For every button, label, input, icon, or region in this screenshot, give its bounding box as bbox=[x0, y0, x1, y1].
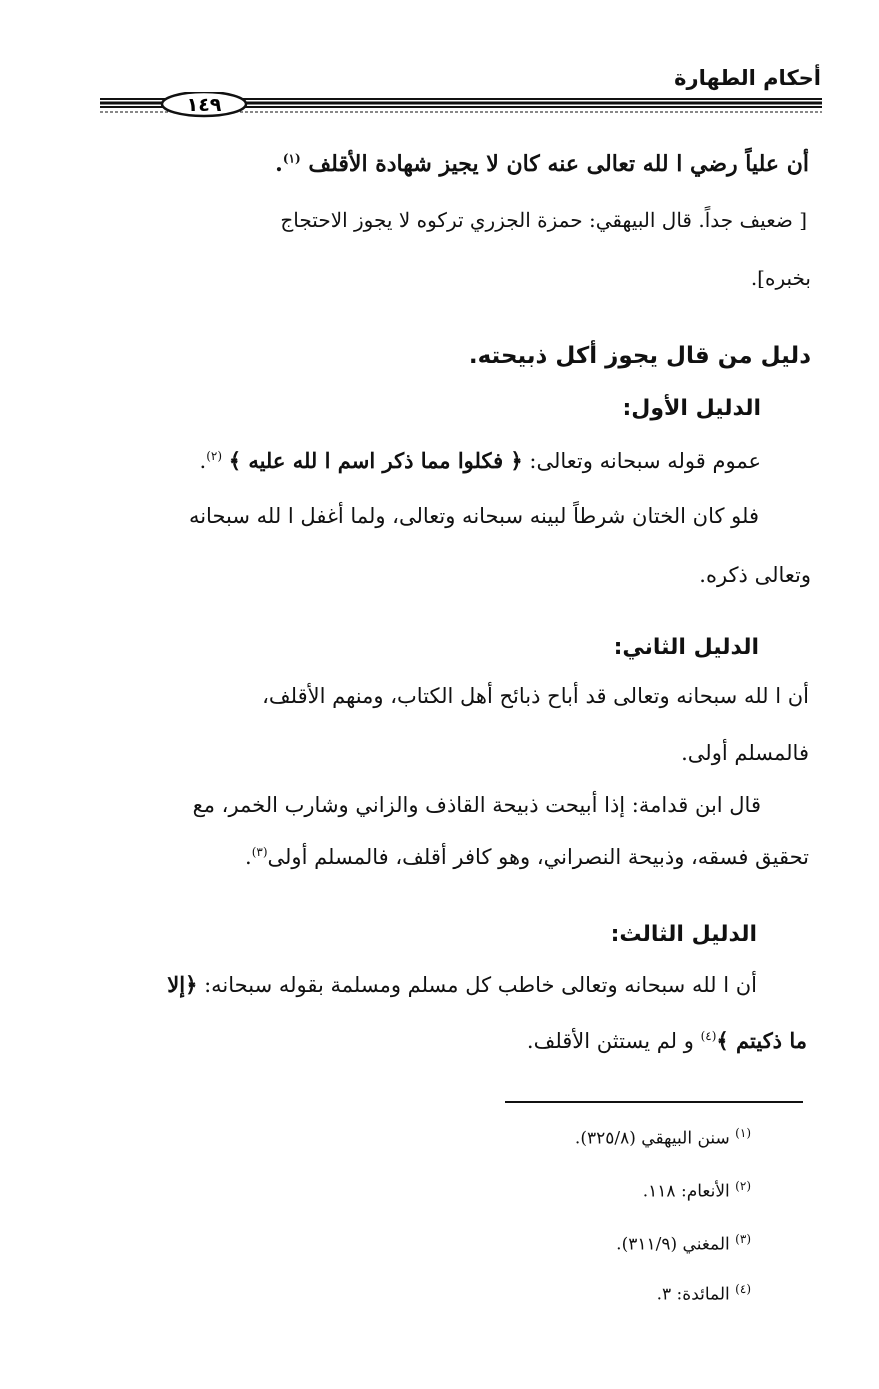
footnote-2-text: الأنعام: ١١٨. bbox=[642, 1181, 730, 1202]
line-7: فلو كان الختان شرطاً لبينه سبحانه وتعالى، ولما أغفل ا لله سبحانه bbox=[188, 504, 759, 528]
footnote-3-text: المغني (٣١١/٩). bbox=[616, 1234, 730, 1255]
footnote-1 bbox=[575, 1126, 751, 1149]
footnote-3-number: (٣) bbox=[735, 1232, 751, 1246]
line-8: وتعالى ذكره. bbox=[699, 563, 811, 587]
line-2: [ ضعيف جداً. قال البيهقي: حمزة الجزري تركوه لا يجوز الاحتجاج bbox=[280, 208, 807, 232]
line-11: فالمسلم أولى. bbox=[681, 741, 809, 765]
quran-verse-1: ﴿ فكلوا مما ذكر اسم ا لله عليه ﴾ bbox=[228, 448, 523, 473]
quran-verse-2a: ﴿إلا bbox=[167, 972, 198, 997]
footnote-4-text: المائدة: ٣. bbox=[656, 1284, 730, 1305]
line-1: أن علياً رضي ا لله تعالى عنه كان لا يجيز شهادة الأقلف $^{(١)}$. bbox=[275, 151, 809, 177]
footnote-1-number: (١) bbox=[735, 1126, 751, 1140]
header-rule bbox=[100, 92, 822, 120]
line-15 bbox=[167, 972, 757, 997]
footnote-ref-2[interactable]: (٢) bbox=[206, 449, 223, 463]
quran-verse-2b: ما ذكيتم ﴾ bbox=[716, 1028, 807, 1053]
evidence-3-title: الدليل الثالث: bbox=[610, 922, 757, 947]
footnote-3 bbox=[616, 1232, 751, 1255]
footnote-2 bbox=[643, 1179, 751, 1202]
page-number: ١٤٩ bbox=[186, 94, 222, 116]
line-15-text: أن ا لله سبحانه وتعالى خاطب كل مسلم ومسلمة بقوله سبحانه: bbox=[204, 973, 757, 997]
footnote-1-text: سنن البيهقي (٣٢٥/٨). bbox=[574, 1128, 730, 1149]
line-13-text: تحقيق فسقه، وذبيحة النصراني، وهو كافر أقلف، فالمسلم أولى bbox=[267, 845, 809, 869]
line-10: أن ا لله سبحانه وتعالى قد أباح ذبائح أهل الكتاب، ومنهم الأقلف، bbox=[262, 684, 809, 708]
footnote-4-number: (٤) bbox=[735, 1282, 751, 1296]
footnote-ref-4[interactable]: (٤) bbox=[700, 1029, 717, 1043]
line-1-text: أن علياً رضي ا لله تعالى عنه كان لا يجيز شهادة الأقلف bbox=[308, 151, 809, 177]
footnote-ref-1[interactable]: (١) bbox=[282, 151, 301, 166]
line-16-text: و لم يستثن الأقلف. bbox=[526, 1029, 694, 1053]
line-6-text: عموم قوله سبحانه وتعالى: bbox=[529, 449, 761, 473]
section-title: دليل من قال يجوز أكل ذبيحته. bbox=[468, 343, 811, 369]
footnote-separator bbox=[505, 1101, 803, 1103]
evidence-2-title: الدليل الثاني: bbox=[613, 635, 759, 660]
line-3: بخبره]. bbox=[750, 266, 811, 290]
evidence-1-title: الدليل الأول: bbox=[622, 396, 761, 421]
line-12: قال ابن قدامة: إذا أبيحت ذبيحة القاذف والزاني وشارب الخمر، مع bbox=[192, 793, 761, 817]
line-13: تحقيق فسقه، وذبيحة النصراني، وهو كافر أقلف، فالمسلم أولى$^{(٣)}$. bbox=[245, 845, 809, 869]
line-16 bbox=[527, 1028, 807, 1053]
footnote-4 bbox=[657, 1282, 751, 1305]
running-title: أحكام الطهارة bbox=[674, 66, 821, 90]
footnote-ref-3[interactable]: (٣) bbox=[251, 845, 268, 859]
line-6: عموم قوله سبحانه وتعالى: ﴿ فكلوا مما ذكر اسم ا لله عليه ﴾ $^{(٢)}$. bbox=[199, 448, 761, 473]
footnote-2-number: (٢) bbox=[735, 1179, 751, 1193]
